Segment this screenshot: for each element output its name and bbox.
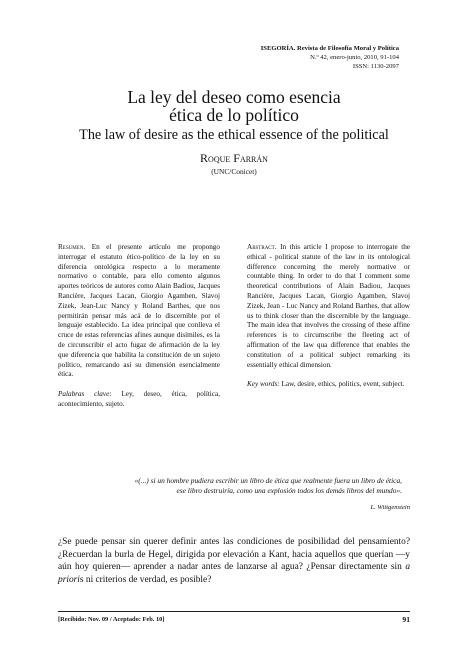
keywords-en	[247, 380, 410, 390]
article-subtitle: The law of desire as the ethical essence of the political	[79, 127, 389, 143]
author-affiliation: (UNC/Conicet)	[211, 167, 257, 176]
article-title	[40, 88, 428, 124]
abstract-en-text: In this article I propose to interrogate the ethical - political statute of the law in its ontological difference concerning the merely normative or countable thing. In order to do that I comment some theoretical contributions of Alain Badiou, Jacques Rancière, Jacques Lacan, Giorgio Agamben, Slavoj Zizek, Jean - Luc Nancy and Roland Barthes, that allow us to think closer than the discernible by the language. The main idea that involves the crossing of these affine references is to circumscribe the fleeting act of affirmation of the law qua difference that enables the constitution of a political subject remarking its essentially ethical dimension.	[247, 243, 410, 369]
keywords-es-text: Ley, deseo, ética, política, acontecimiento, sujeto.	[58, 390, 220, 408]
body-text-part-2: s ni criterios de verdad, es posible?	[79, 574, 212, 585]
journal-issue: N.º 42, enero-junio, 2010, 91-104	[310, 54, 399, 61]
journal-name: ISEGORÍA. Revista de Filosofía Moral y Política	[260, 45, 399, 52]
abstract-en-label: Abstract.	[247, 243, 277, 251]
body-text-italic: a priori	[58, 562, 410, 585]
epigraph-line-1: «(...) si un hombre pudiera escribir un libro de ética que realmente fuera un libro de ética,	[134, 476, 402, 485]
keywords-es-label: Palabras clave:	[58, 390, 112, 399]
abstract-en-paragraph	[247, 243, 410, 370]
journal-issn: ISSN: 1130-2097	[352, 63, 399, 70]
epigraph-author: L. Wittgenstein	[370, 504, 410, 511]
keywords-en-label: Key words:	[247, 380, 280, 389]
keywords-es	[58, 390, 220, 410]
keywords-en-text: Law, desire, ethics, politics, event, subject.	[279, 380, 405, 389]
received-accepted-dates: [Recibido: Nov. 09 / Aceptado: Feb. 10]	[58, 616, 165, 623]
abstract-es-label: Resumen.	[58, 243, 86, 251]
abstract-es-paragraph	[58, 243, 220, 380]
title-line-1: La ley del deseo como esencia	[127, 87, 341, 107]
epigraph-quote	[92, 476, 402, 496]
body-paragraph	[58, 536, 410, 586]
abstract-spanish	[58, 243, 220, 410]
title-line-2: ética de lo político	[169, 105, 299, 125]
body-text-part-1: ¿Se puede pensar sin querer definir antes las condiciones de posibilidad del pensamiento? ¿Recuerdan la burla de Hegel, dirigida por elevación a Kant, hacia aquellos que querían —y aún hoy quieren— aprender a nadar antes de lanzarse al agua? ¿Pensar directamente sin	[58, 537, 410, 572]
footer-rule	[58, 611, 410, 612]
abstract-es-text: En el presente artículo me propongo interrogar el estatuto ético-político de la ley en su diferencia ontológica respecto a lo meramente normativo o contable, para ello comento algunos aportes teóricos de autores como Alain Badiou, Jacques Rancière, Jacques Lacan, Giorgio Agamben, Slavoj Zizek, Jean-Luc Nancy y Roland Barthes, que nos permitirán pensar más acá de lo discernible por el lenguaje establecido. La idea principal que conlleva el cruce de estas referencias afines aunque disímiles, es la de circunscribir el acto fugaz de afirmación de la ley que diferencia que habilita la constitución de un sujeto político, remarcando así su dimensión esencialmente ética.	[58, 243, 220, 379]
page-number: 91	[402, 615, 410, 624]
author-name: Roque Farrán	[200, 151, 268, 165]
journal-header	[261, 44, 399, 71]
abstract-english	[247, 243, 410, 390]
epigraph-line-2: ese libro destruiría, como una explosión todos los demás libros del mundo».	[176, 485, 402, 495]
